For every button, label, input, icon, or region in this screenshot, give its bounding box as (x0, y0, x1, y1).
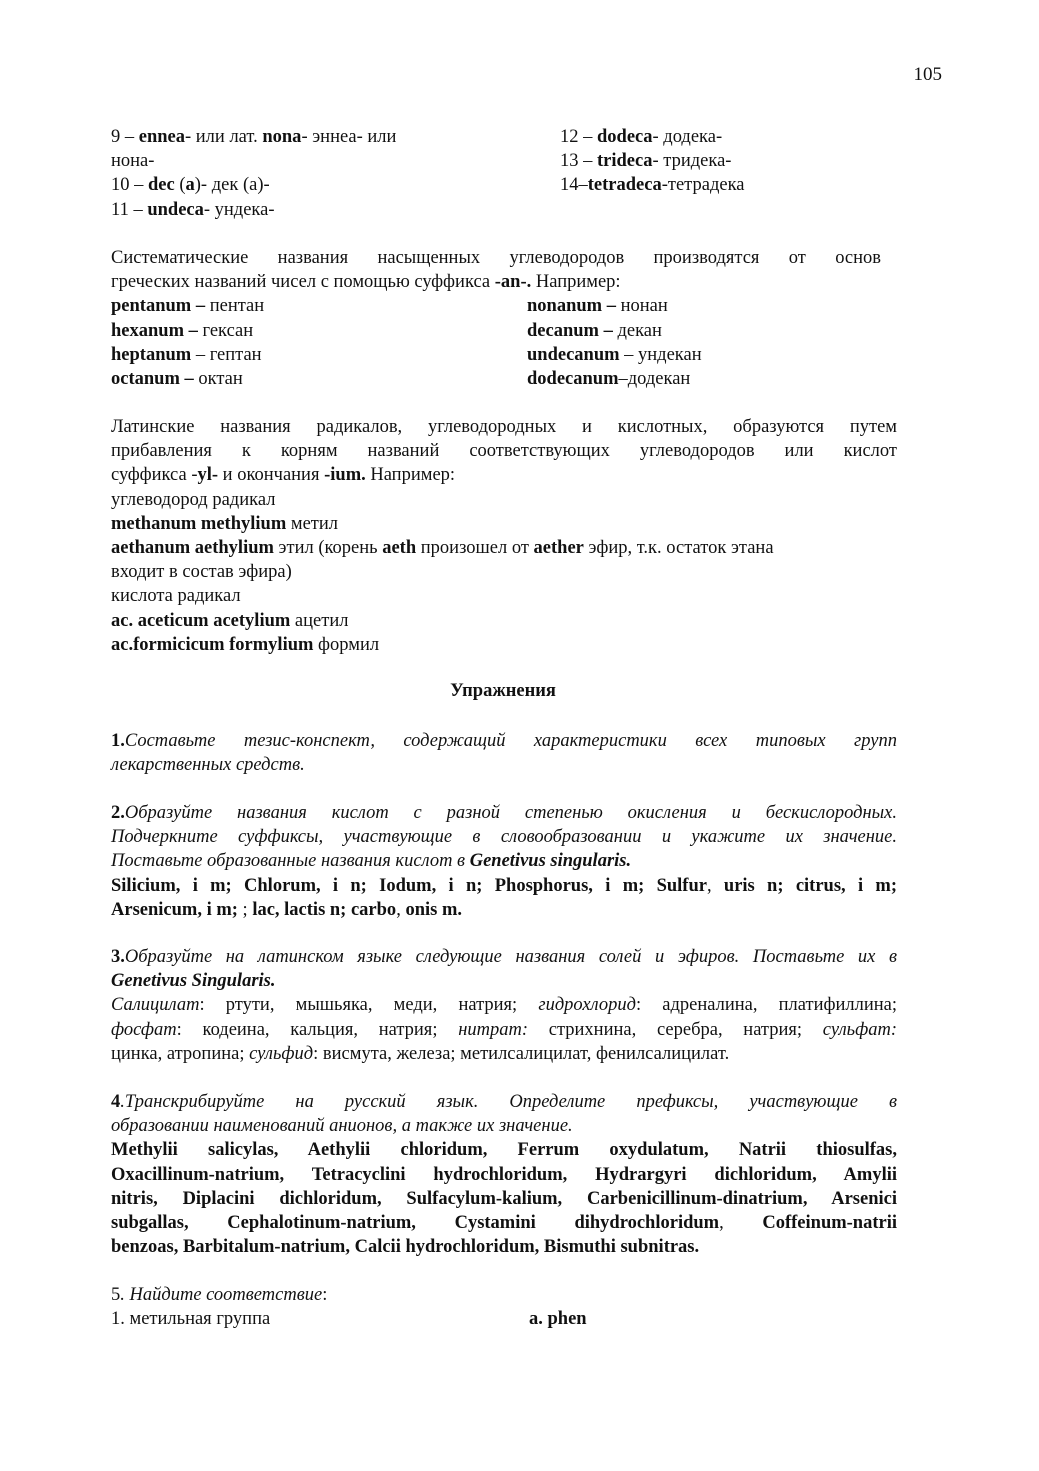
exercise-line: 2.Образуйте названия кислот с разной степенью окисления и бескислородных. (111, 803, 897, 823)
exercise-line: образовании наименований анионов, а также их значение. (111, 1116, 573, 1137)
systematic-paragraph (111, 246, 881, 391)
page-number: 105 (913, 64, 942, 85)
alkane-row: octanum – октан (111, 369, 243, 390)
paragraph-line: Систематические названия насыщенных углеводородов производятся от основ (111, 248, 881, 268)
prefix-row: нона- (111, 151, 155, 172)
paragraph-line: греческих названий чисел с помощью суффикса -an-. Например: (111, 272, 621, 293)
radical-row: ac.formicicum formylium формил (111, 634, 380, 655)
match-item-left: 1. метильная группа (111, 1309, 271, 1330)
alkane-row: decanum – декан (527, 320, 662, 341)
prefix-row: 11 – undeca- ундека- (111, 199, 275, 220)
match-row (111, 1307, 897, 1331)
exercise-line: Салицилат: ртути, мышьяка, меди, натрия; гидрохлорид: адреналина, платифиллина; (111, 995, 897, 1016)
exercise-line: лекарственных средств. (111, 755, 305, 776)
exercises-heading: Упражнения (450, 681, 556, 701)
exercise-4 (111, 1090, 897, 1259)
exercise-2 (111, 801, 897, 922)
prefix-row: 10 – dec (a)- дек (а)- (111, 175, 270, 196)
radical-header: кислота радикал (111, 586, 241, 607)
alkane-row: hexanum – гексан (111, 320, 254, 341)
radical-header: углеводород радикал (111, 489, 276, 510)
alkane-row: undecanum – ундекан (527, 344, 702, 365)
exercise-line: benzoas, Barbitalum-natrium, Calcii hydrochloridum, Bismuthi subnitras. (111, 1237, 700, 1258)
radicals-paragraph (111, 415, 897, 657)
exercise-5 (111, 1283, 897, 1331)
exercise-line: 1.Составьте тезис-конспект, содержащий характеристики всех типовых групп (111, 731, 897, 751)
radical-row: входит в состав эфира) (111, 562, 292, 583)
paragraph-line: суффикса -yl- и окончания -ium. Например: (111, 465, 456, 486)
exercise-line: subgallas, Cephalotinum-natrium, Cystamini dihydrochloridum, Coffeinum-natrii (111, 1213, 897, 1234)
alkane-column-left (111, 294, 527, 391)
exercise-line: Oxacillinum-natrium, Tetracyclini hydrochloridum, Hydrargyri dichloridum, Amylii (111, 1164, 897, 1185)
prefix-list (111, 125, 897, 222)
prefix-column-right (560, 125, 897, 222)
prefix-row: 9 – ennea- или лат. nona- эннеа- или (111, 127, 397, 147)
prefix-row: 13 – trideca- тридека- (560, 151, 732, 172)
paragraph-line: прибавления к корням названий соответствующих углеводородов или кислот (111, 441, 897, 462)
alkane-row: pentanum – пентан (111, 296, 265, 317)
exercise-line: Methylii salicylas, Aethylii chloridum, Ferrum oxydulatum, Natrii thiosulfas, (111, 1140, 897, 1161)
exercise-line: 3.Образуйте на латинском языке следующие названия солей и эфиров. Поставьте их в (111, 947, 897, 967)
radical-row: methanum methylium метил (111, 513, 339, 534)
prefix-row: 12 – dodeca- додека- (560, 127, 723, 147)
exercise-line: Genetivus Singularis. (111, 971, 276, 992)
match-item-right: a. phen (529, 1309, 587, 1330)
exercise-line: 4.Транскрибируйте на русский язык. Определите префиксы, участвующие в (111, 1092, 897, 1112)
prefix-column-left (111, 125, 560, 222)
paragraph-line: Латинские названия радикалов, углеводородных и кислотных, образуются путем (111, 417, 897, 437)
exercise-line: Подчеркните суффиксы, участвующие в словообразовании и укажите их значение. (111, 827, 897, 848)
exercise-3 (111, 945, 897, 1066)
alkane-row: dodecanum–додекан (527, 369, 691, 390)
prefix-row: 14–tetradeca-тетрадека (560, 175, 745, 196)
alkane-list (111, 294, 881, 391)
exercise-line: 5. Найдите соответствие: (111, 1285, 328, 1305)
radical-row: ac. aceticum acetylium ацетил (111, 610, 349, 631)
exercise-line: фосфат: кодеина, кальция, натрия; нитрат: стрихнина, серебра, натрия; сульфат: (111, 1019, 897, 1040)
exercise-line: Silicium, i m; Chlorum, i n; Iodum, i n; Phosphorus, i m; Sulfur, uris n; citrus, i m; (111, 875, 897, 896)
exercise-line: Поставьте образованные названия кислот в Genetivus singularis. (111, 851, 632, 872)
alkane-column-right (527, 294, 881, 391)
exercise-line: цинка, атропина; сульфид: висмута, железа; метилсалицилат, фенилсалицилат. (111, 1043, 730, 1064)
exercise-line: nitris, Diplacini dichloridum, Sulfacylum-kalium, Carbenicillinum-dinatrium, Arsenici (111, 1188, 897, 1209)
radical-row: aethanum aethylium этил (корень aeth произошел от aether эфир, т.к. остаток этана (111, 538, 774, 559)
exercise-1 (111, 729, 897, 777)
exercise-line: Arsenicum, i m; ; lac, lactis n; carbo, onis m. (111, 899, 462, 920)
alkane-row: nonanum – нонан (527, 296, 668, 317)
alkane-row: heptanum – гептан (111, 344, 262, 365)
